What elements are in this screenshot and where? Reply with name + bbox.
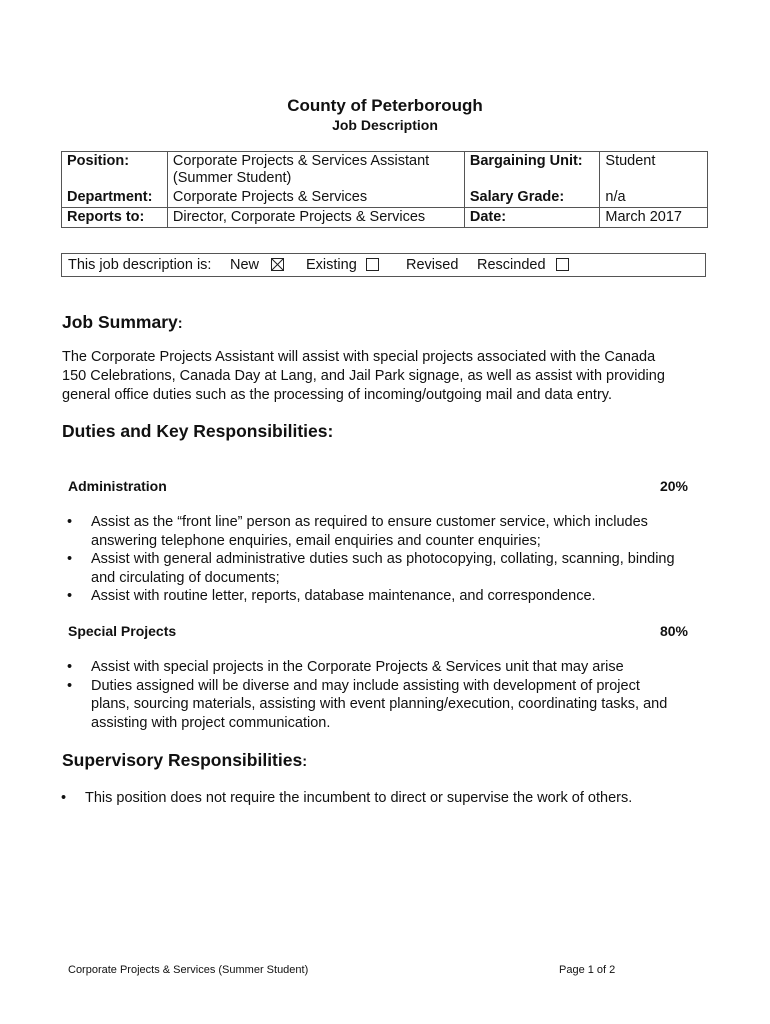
checkbox-x-icon [272,259,283,270]
bargaining-unit-label: Bargaining Unit: [464,152,600,189]
new-checkbox[interactable] [271,258,284,271]
existing-checkbox[interactable] [366,258,379,271]
rescinded-checkbox[interactable] [556,258,569,271]
reports-to-label: Reports to: [62,208,168,228]
job-summary-heading-colon: : [177,316,183,332]
special-projects-duties-list [62,658,702,732]
job-info-table [61,151,708,228]
list-item-line: plans, sourcing materials, assisting with event planning/execution, coordinating tasks, and [91,696,668,712]
job-summary-heading [62,312,183,333]
special-projects-percent: 80% [659,623,688,639]
list-item-line: Duties assigned will be diverse and may include assisting with development of project [91,677,640,694]
job-summary-text [62,348,702,405]
salary-grade-label: Salary Grade: [464,188,600,208]
list-item [62,513,702,550]
administration-duties-list [62,513,702,606]
job-summary-line: general office duties such as the processing of incoming/outgoing mail and data entry. [62,387,612,403]
bullet-icon: • [67,514,73,530]
job-summary-line: 150 Celebrations, Canada Day at Lang, and Jail Park signage, as well as assist with providing [62,368,665,384]
footer-document-name: Corporate Projects & Services (Summer Student) [68,964,309,976]
job-summary-line: The Corporate Projects Assistant will assist with special projects associated with the Canada [62,349,656,365]
list-item-line: Assist with general administrative duties such as photocopying, collating, scanning, binding [91,551,675,567]
list-item-line: assisting with project communication. [91,714,331,731]
status-existing-label: Existing [306,257,357,273]
list-item-line: This position does not require the incumbent to direct or supervise the work of others. [85,790,633,806]
date-value: March 2017 [600,208,708,228]
document-title: County of Peterborough [287,96,483,115]
supervisory-list [56,789,696,808]
bullet-icon: • [67,588,73,604]
footer-page-number: Page 1 of 2 [559,964,616,976]
document-subtitle: Job Description [332,117,438,133]
department-label: Department: [62,188,168,208]
status-revised-label: Revised [406,257,459,273]
bullet-icon: • [61,790,67,806]
position-value-line2: (Summer Student) [172,170,292,186]
supervisory-heading-text: Supervisory Responsibilities [62,750,303,770]
special-projects-label: Special Projects [68,623,177,639]
date-label: Date: [464,208,600,228]
list-item-line: Assist with routine letter, reports, database maintenance, and correspondence. [91,588,596,604]
list-item [62,550,702,587]
administration-label: Administration [68,478,167,494]
list-item-line: Assist with special projects in the Corporate Projects & Services unit that may arise [91,659,624,675]
status-rescinded-label: Rescinded [477,257,546,273]
list-item [62,677,702,733]
reports-to-value: Director, Corporate Projects & Services [167,208,464,228]
duties-heading: Duties and Key Responsibilities: [62,421,334,441]
administration-percent: 20% [659,478,688,494]
status-new-label: New [230,257,260,273]
bullet-icon: • [67,551,73,567]
salary-grade-value: n/a [600,188,708,208]
supervisory-heading [62,750,307,771]
job-description-status-box [61,253,706,277]
supervisory-heading-colon: : [302,754,308,770]
list-item [56,789,696,808]
position-label: Position: [62,152,168,189]
position-value-line1: Corporate Projects & Services Assistant [172,153,430,169]
list-item-line: answering telephone enquiries, email enquiries and counter enquiries; [91,532,541,549]
list-item [62,587,702,606]
bargaining-unit-value: Student [600,152,708,189]
bullet-icon: • [67,677,73,694]
job-summary-heading-text: Job Summary [62,312,178,332]
position-value [167,152,464,189]
list-item-line: and circulating of documents; [91,569,280,586]
list-item-line: Assist as the “front line” person as required to ensure customer service, which includes [91,514,648,530]
department-value: Corporate Projects & Services [167,188,464,208]
list-item [62,658,702,677]
status-intro: This job description is: [68,257,212,273]
bullet-icon: • [67,659,73,675]
